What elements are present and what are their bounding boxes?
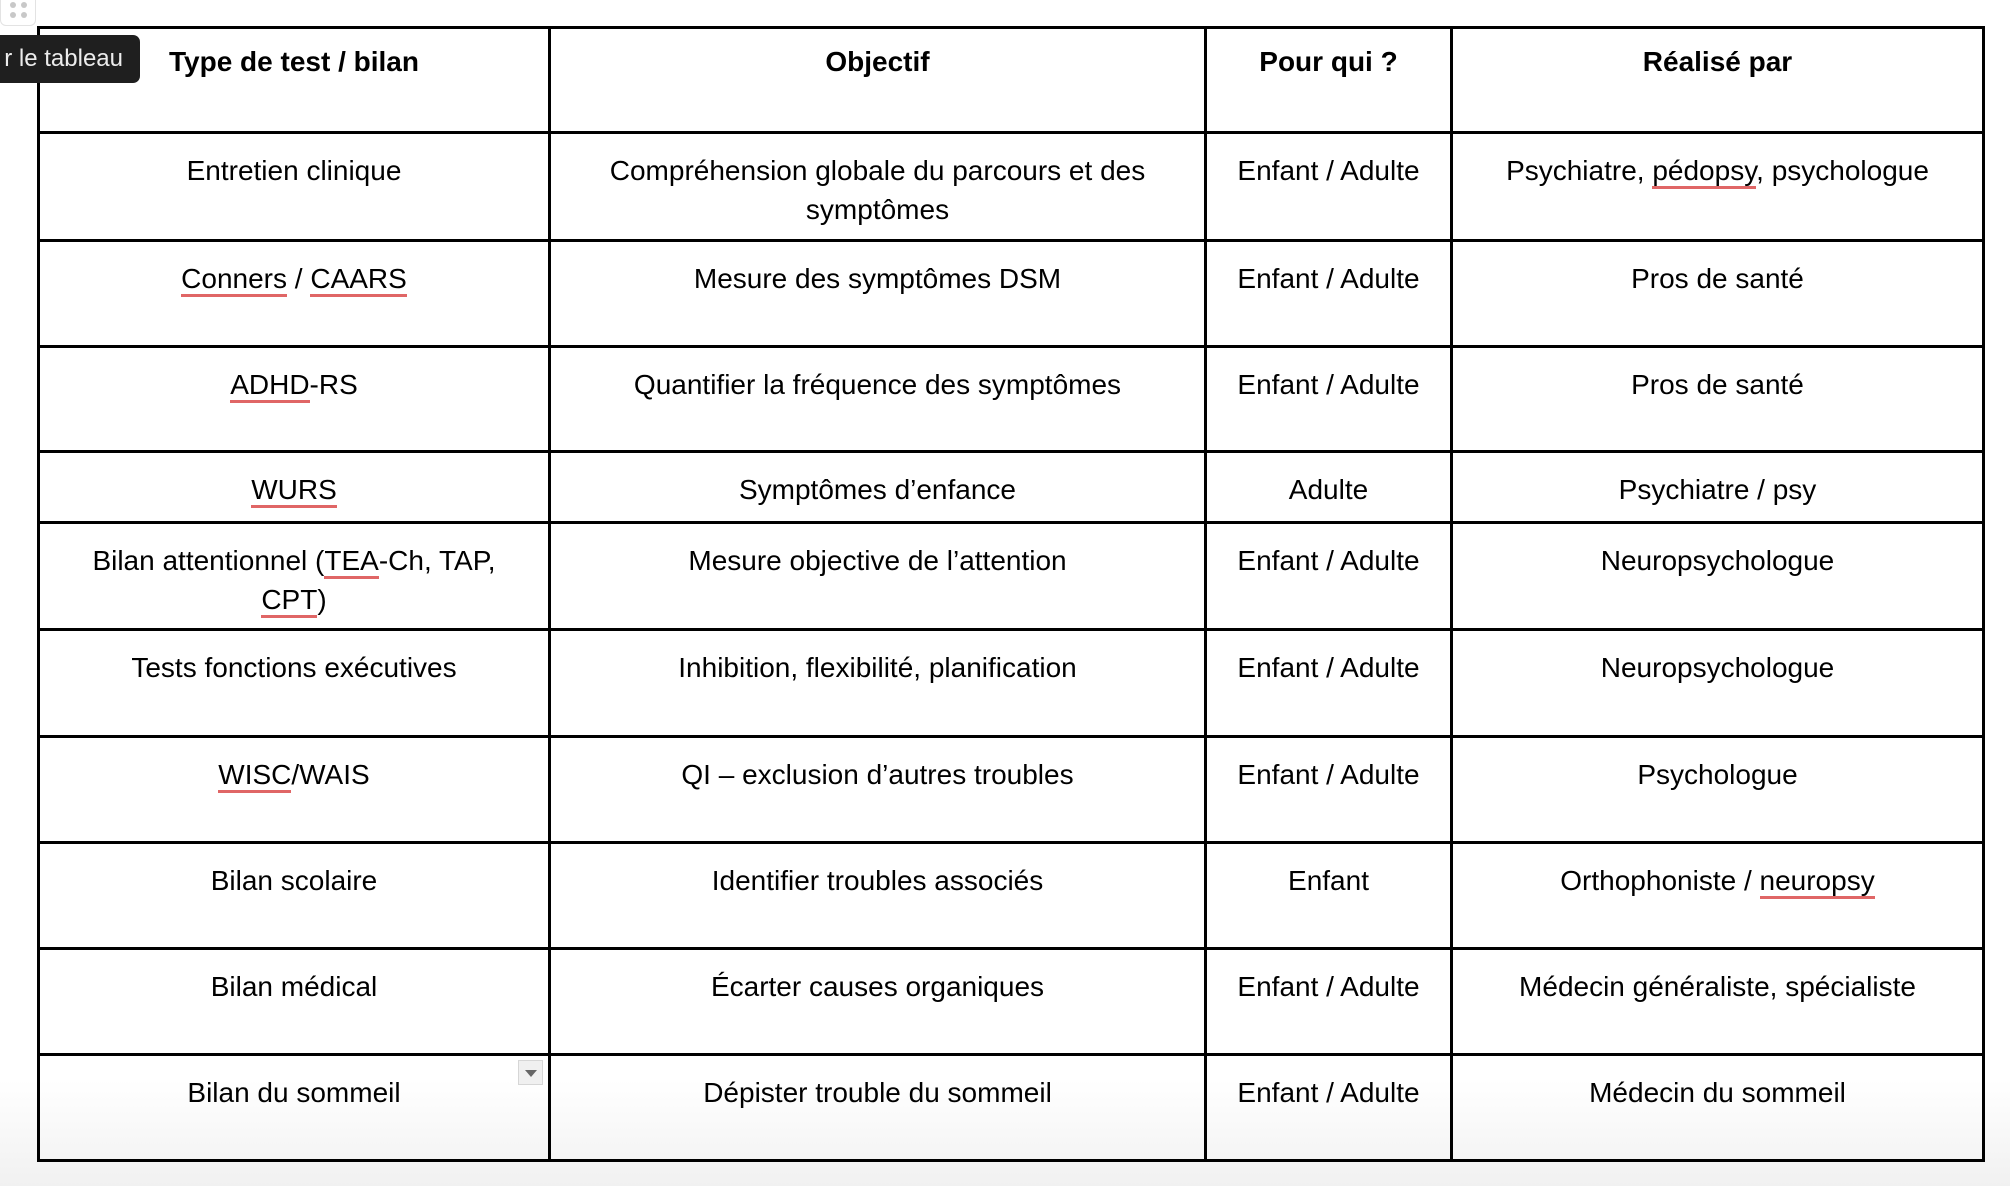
cell-text — [1453, 967, 1982, 1006]
cell-type[interactable] — [39, 523, 550, 630]
text-segment: / — [287, 263, 311, 294]
cell-realise-par[interactable] — [1452, 347, 1984, 452]
text-segment: Inhibition, flexibilité, planification — [678, 652, 1077, 683]
cell-type[interactable] — [39, 347, 550, 452]
text-segment: Neuropsychologue — [1600, 545, 1835, 576]
text-segment: , psychologue — [1756, 155, 1929, 186]
cell-objectif[interactable] — [550, 452, 1206, 523]
cell-type[interactable] — [39, 1055, 550, 1161]
table-row — [39, 133, 1984, 241]
header-pour-qui[interactable] — [1206, 28, 1452, 133]
tooltip: r le tableau — [0, 35, 140, 83]
cell-text — [40, 861, 548, 900]
cell-text — [1207, 151, 1450, 190]
cell-type[interactable] — [39, 452, 550, 523]
cell-text — [551, 648, 1204, 687]
cell-text — [1207, 541, 1450, 580]
cell-objectif[interactable] — [550, 133, 1206, 241]
text-segment: -RS — [309, 369, 358, 400]
cell-text — [1453, 151, 1982, 190]
cell-realise-par[interactable] — [1452, 241, 1984, 347]
table-row — [39, 241, 1984, 347]
text-segment: Enfant / Adulte — [1237, 1077, 1420, 1108]
cell-text — [551, 755, 1204, 794]
cell-objectif[interactable] — [550, 630, 1206, 737]
spellcheck-flagged-word: CPT — [261, 584, 317, 618]
cell-type[interactable] — [39, 630, 550, 737]
cell-realise-par[interactable] — [1452, 452, 1984, 523]
cell-text — [1207, 365, 1450, 404]
cell-realise-par[interactable] — [1452, 523, 1984, 630]
cell-text — [551, 470, 1204, 509]
table-row — [39, 347, 1984, 452]
cell-pour-qui[interactable] — [1206, 347, 1452, 452]
cell-objectif[interactable] — [550, 949, 1206, 1055]
cell-text — [1207, 861, 1450, 900]
cell-text — [1207, 755, 1450, 794]
header-label: Pour qui ? — [1259, 46, 1398, 77]
text-segment: QI – exclusion d’autres troubles — [681, 759, 1074, 790]
cell-text — [40, 967, 548, 1006]
cell-realise-par[interactable] — [1452, 133, 1984, 241]
cell-pour-qui[interactable] — [1206, 523, 1452, 630]
text-segment: Pros de santé — [1631, 263, 1804, 294]
text-segment: Enfant / Adulte — [1237, 652, 1420, 683]
text-segment: Entretien clinique — [186, 155, 402, 186]
header-realise-par[interactable] — [1452, 28, 1984, 133]
cell-text — [551, 259, 1204, 298]
cell-pour-qui[interactable] — [1206, 133, 1452, 241]
cell-realise-par[interactable] — [1452, 630, 1984, 737]
spellcheck-flagged-word: neuropsy — [1760, 865, 1875, 899]
cell-dropdown-chevron-down-icon[interactable] — [518, 1060, 543, 1085]
cell-realise-par[interactable] — [1452, 1055, 1984, 1161]
table-row — [39, 843, 1984, 949]
cell-realise-par[interactable] — [1452, 949, 1984, 1055]
header-label: Objectif — [825, 46, 930, 77]
text-segment: Psychologue — [1637, 759, 1798, 790]
cell-text — [1453, 470, 1982, 509]
table-drag-handle-icon[interactable] — [0, 0, 36, 26]
cell-objectif[interactable] — [550, 843, 1206, 949]
cell-text — [40, 470, 548, 509]
cell-text — [40, 541, 548, 619]
cell-objectif[interactable] — [550, 737, 1206, 843]
text-segment: Médecin du sommeil — [1589, 1077, 1846, 1108]
text-segment: Enfant / Adulte — [1237, 263, 1420, 294]
cell-text — [1207, 470, 1450, 509]
text-segment: Enfant / Adulte — [1237, 971, 1420, 1002]
cell-text — [40, 1073, 548, 1112]
table-row — [39, 630, 1984, 737]
cell-text — [1453, 541, 1982, 580]
text-segment: ) — [317, 584, 327, 615]
text-segment: Enfant — [1288, 865, 1369, 896]
header-objectif[interactable] — [550, 28, 1206, 133]
drag-dot — [21, 12, 27, 18]
cell-text — [40, 755, 548, 794]
text-segment: Orthophoniste / — [1560, 865, 1760, 896]
cell-pour-qui[interactable] — [1206, 843, 1452, 949]
cell-pour-qui[interactable] — [1206, 949, 1452, 1055]
text-segment: Mesure des symptômes DSM — [693, 263, 1062, 294]
table-header-row — [39, 28, 1984, 133]
text-segment: -Ch, TAP, — [378, 545, 496, 576]
header-label: Réalisé par — [1642, 46, 1793, 77]
text-segment: Enfant / Adulte — [1237, 155, 1420, 186]
spellcheck-flagged-word: pédopsy — [1652, 155, 1756, 189]
cell-text — [1453, 861, 1982, 900]
cell-text — [551, 967, 1204, 1006]
cell-type[interactable] — [39, 133, 550, 241]
text-segment: Enfant / Adulte — [1237, 369, 1420, 400]
text-segment: Quantifier la fréquence des symptômes — [633, 369, 1122, 400]
cell-pour-qui[interactable] — [1206, 630, 1452, 737]
text-segment: Dépister trouble du sommeil — [703, 1077, 1052, 1108]
text-segment: Compréhension globale du parcours et des symptômes — [609, 155, 1146, 225]
cell-text — [551, 1073, 1204, 1112]
cell-pour-qui[interactable] — [1206, 1055, 1452, 1161]
cell-text — [551, 541, 1204, 580]
cell-text — [1453, 365, 1982, 404]
table-row — [39, 523, 1984, 630]
cell-text — [1207, 648, 1450, 687]
cell-text — [40, 151, 548, 190]
text-segment: Symptômes d’enfance — [738, 474, 1017, 505]
drag-dot — [21, 2, 27, 8]
text-segment: Bilan du sommeil — [187, 1077, 401, 1108]
spellcheck-flagged-word: Conners — [181, 263, 287, 297]
text-segment: /WAIS — [291, 759, 370, 790]
cell-text — [40, 259, 548, 298]
cell-text — [1453, 259, 1982, 298]
text-segment: Psychiatre / psy — [1618, 474, 1817, 505]
table-row — [39, 1055, 1984, 1161]
cell-text — [1207, 967, 1450, 1006]
text-segment: Adulte — [1288, 474, 1369, 505]
cell-text — [1207, 259, 1450, 298]
cell-text — [551, 151, 1204, 229]
cell-pour-qui[interactable] — [1206, 241, 1452, 347]
cell-realise-par[interactable] — [1452, 843, 1984, 949]
cell-pour-qui[interactable] — [1206, 452, 1452, 523]
spellcheck-flagged-word: TEA — [324, 545, 378, 579]
text-segment: Tests fonctions exécutives — [131, 652, 457, 683]
text-segment: Mesure objective de l’attention — [688, 545, 1067, 576]
assessment-table — [37, 26, 1985, 1162]
cell-type[interactable] — [39, 737, 550, 843]
text-segment: Bilan attentionnel ( — [92, 545, 325, 576]
cell-realise-par[interactable] — [1452, 737, 1984, 843]
cell-type[interactable] — [39, 241, 550, 347]
cell-objectif[interactable] — [550, 1055, 1206, 1161]
cell-text — [40, 365, 548, 404]
text-segment: Bilan médical — [210, 971, 378, 1002]
cell-text — [551, 365, 1204, 404]
drag-dot — [10, 12, 16, 18]
table-row — [39, 949, 1984, 1055]
spellcheck-flagged-word: WISC — [218, 759, 291, 793]
spellcheck-flagged-word: CAARS — [310, 263, 406, 297]
table-row — [39, 452, 1984, 523]
text-segment: Psychiatre, — [1506, 155, 1653, 186]
cell-objectif[interactable] — [550, 347, 1206, 452]
cell-objectif[interactable] — [550, 241, 1206, 347]
text-segment: Écarter causes organiques — [710, 971, 1045, 1002]
cell-type[interactable] — [39, 843, 550, 949]
spellcheck-flagged-word: WURS — [251, 474, 337, 508]
cell-text — [40, 648, 548, 687]
text-segment: Médecin généraliste, spécialiste — [1519, 971, 1916, 1002]
text-segment: Bilan scolaire — [210, 865, 378, 896]
text-segment: Enfant / Adulte — [1237, 545, 1420, 576]
table-row — [39, 737, 1984, 843]
text-segment: Neuropsychologue — [1600, 652, 1835, 683]
cell-type[interactable] — [39, 949, 550, 1055]
text-segment: Identifier troubles associés — [711, 865, 1044, 896]
cell-text — [1207, 1073, 1450, 1112]
cell-text — [1453, 648, 1982, 687]
spellcheck-flagged-word: ADHD — [230, 369, 309, 403]
cell-text — [1453, 1073, 1982, 1112]
cell-text — [551, 861, 1204, 900]
cell-text — [1453, 755, 1982, 794]
cell-pour-qui[interactable] — [1206, 737, 1452, 843]
header-label: Type de test / bilan — [169, 46, 419, 77]
text-segment: Pros de santé — [1631, 369, 1804, 400]
drag-dot — [10, 2, 16, 8]
text-segment: Enfant / Adulte — [1237, 759, 1420, 790]
cell-objectif[interactable] — [550, 523, 1206, 630]
